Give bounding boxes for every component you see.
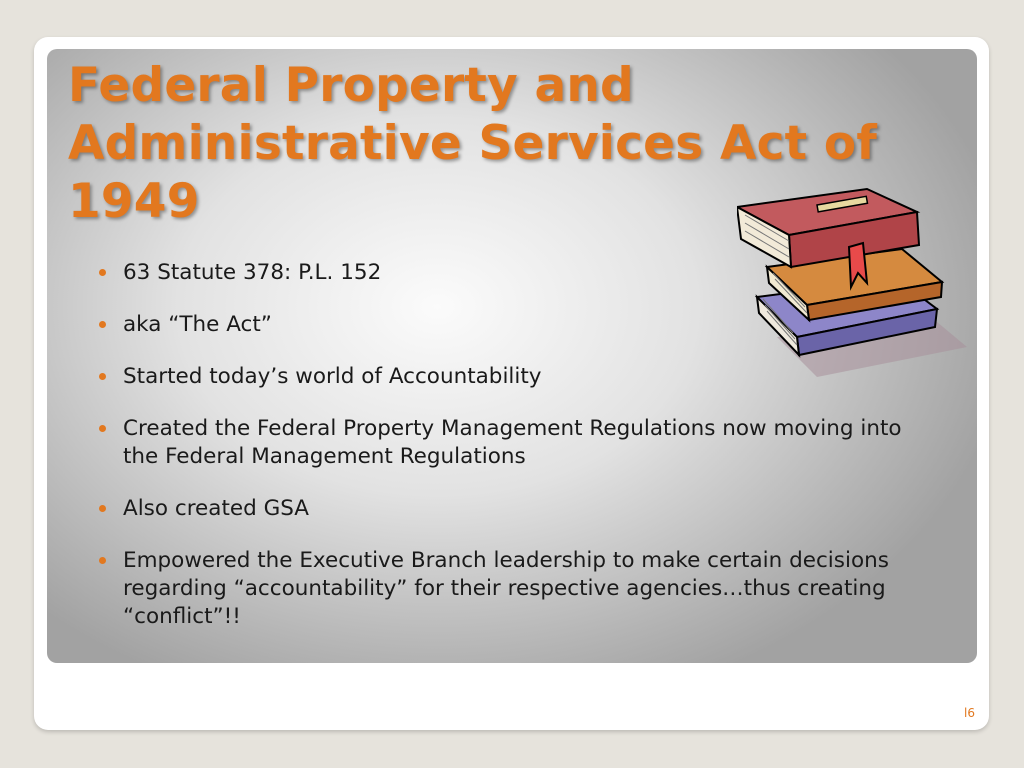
- slide-number: l6: [964, 706, 975, 720]
- slide-title: Federal Property and Administrative Services Act of 1949: [68, 58, 877, 229]
- bullet-item: [99, 311, 909, 339]
- bullet-item: [99, 495, 909, 523]
- bullet-text: Created the Federal Property Management Regulations now moving into the Federal Management Regulations: [123, 416, 902, 469]
- bullet-text: 63 Statute 378: P.L. 152: [123, 260, 382, 285]
- slide-card: [34, 37, 989, 730]
- bullet-dot: [99, 557, 106, 564]
- bullet-dot: [99, 505, 106, 512]
- bullet-dot: [99, 425, 106, 432]
- bullet-text: Empowered the Executive Branch leadership to make certain decisions regarding “accountability” for their respective agencies…thus creating “conflict”!!: [123, 548, 889, 629]
- bullet-text: aka “The Act”: [123, 312, 272, 337]
- bullet-dot: [99, 321, 106, 328]
- content-panel: [47, 49, 977, 663]
- bullet-text: Also created GSA: [123, 496, 310, 521]
- bullet-item: [99, 547, 909, 631]
- bullet-text: Started today’s world of Accountability: [123, 364, 542, 389]
- bullet-item: [99, 415, 909, 471]
- bullet-item: [99, 259, 909, 287]
- bullet-item: [99, 363, 909, 391]
- bullet-dot: [99, 373, 106, 380]
- bullet-list: [99, 259, 909, 655]
- bullet-dot: [99, 269, 106, 276]
